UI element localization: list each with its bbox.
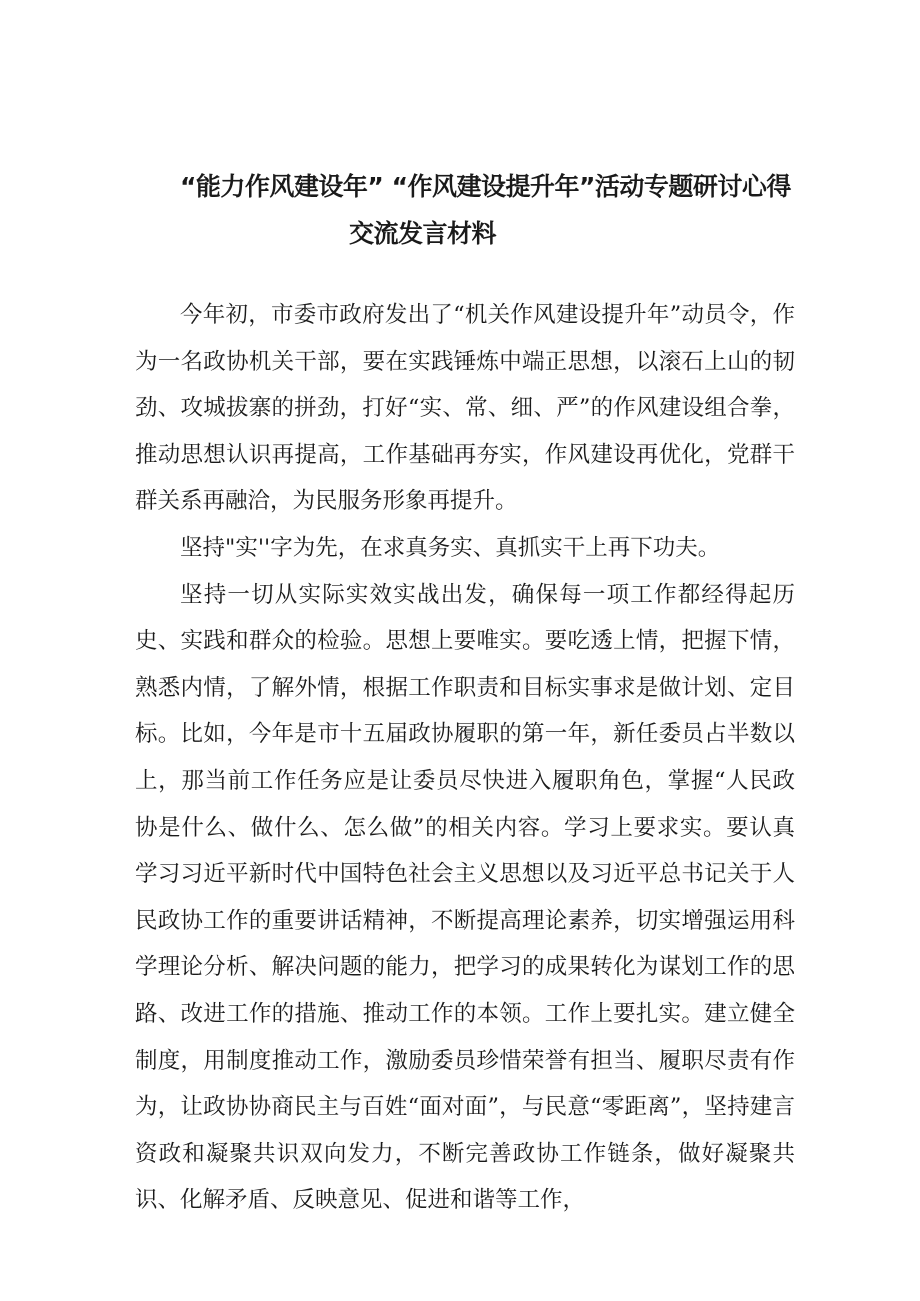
document-body <box>135 292 795 1224</box>
document-title-line-1: “能力作风建设年” “作风建设提升年”活动专题研讨心得 <box>180 172 791 201</box>
paragraph-heading-shi: 坚持"实''字为先，在求真务实、真抓实干上再下功夫。 <box>180 534 721 561</box>
paragraph-practice: 坚持一切从实际实效实战出发，确保每一项工作都经得起历史、实践和群众的检验。思想上要唯实。要吃透上情，把握下情，熟悉内情，了解外情，根据工作职责和目标实事求是做计划、定目标。比如，今年是市十五届政协履职的第一年，新任委员占半数以上，那当前工作任务应是让委员尽快进入履职角色，掌握“人民政协是什么、做什么、怎么做”的相关内容。学习上要求实。要认真学习习近平新时代中国特色社会主义思想以及习近平总书记关于人民政协工作的重要讲话精神，不断提高理论素养，切实增强运用科学理论分析、解决问题的能力，把学习的成果转化为谋划工作的思路、改进工作的措施、推动工作的本领。工作上要扎实。建立健全制度，用制度推动工作，激励委员珍惜荣誉有担当、履职尽责有作为，让政协协商民主与百姓“面对面”，与民意“零距离”，坚持建言资政和凝聚共识双向发力，不断完善政协工作链条，做好凝聚共识、化解矛盾、反映意见、促进和谐等工作， <box>135 581 795 1214</box>
paragraph-intro: 今年初，市委市政府发出了“机关作风建设提升年”动员令，作为一名政协机关干部，要在实践锤炼中端正思想，以滚石上山的韧劲、攻城拔寨的拼劲，打好“实、常、细、严”的作风建设组合拳，推动思想认识再提高，工作基础再夯实，作风建设再优化，党群干群关系再融洽，为民服务形象再提升。 <box>135 302 795 515</box>
document-title-line-2: 交流发言材料 <box>349 219 497 248</box>
